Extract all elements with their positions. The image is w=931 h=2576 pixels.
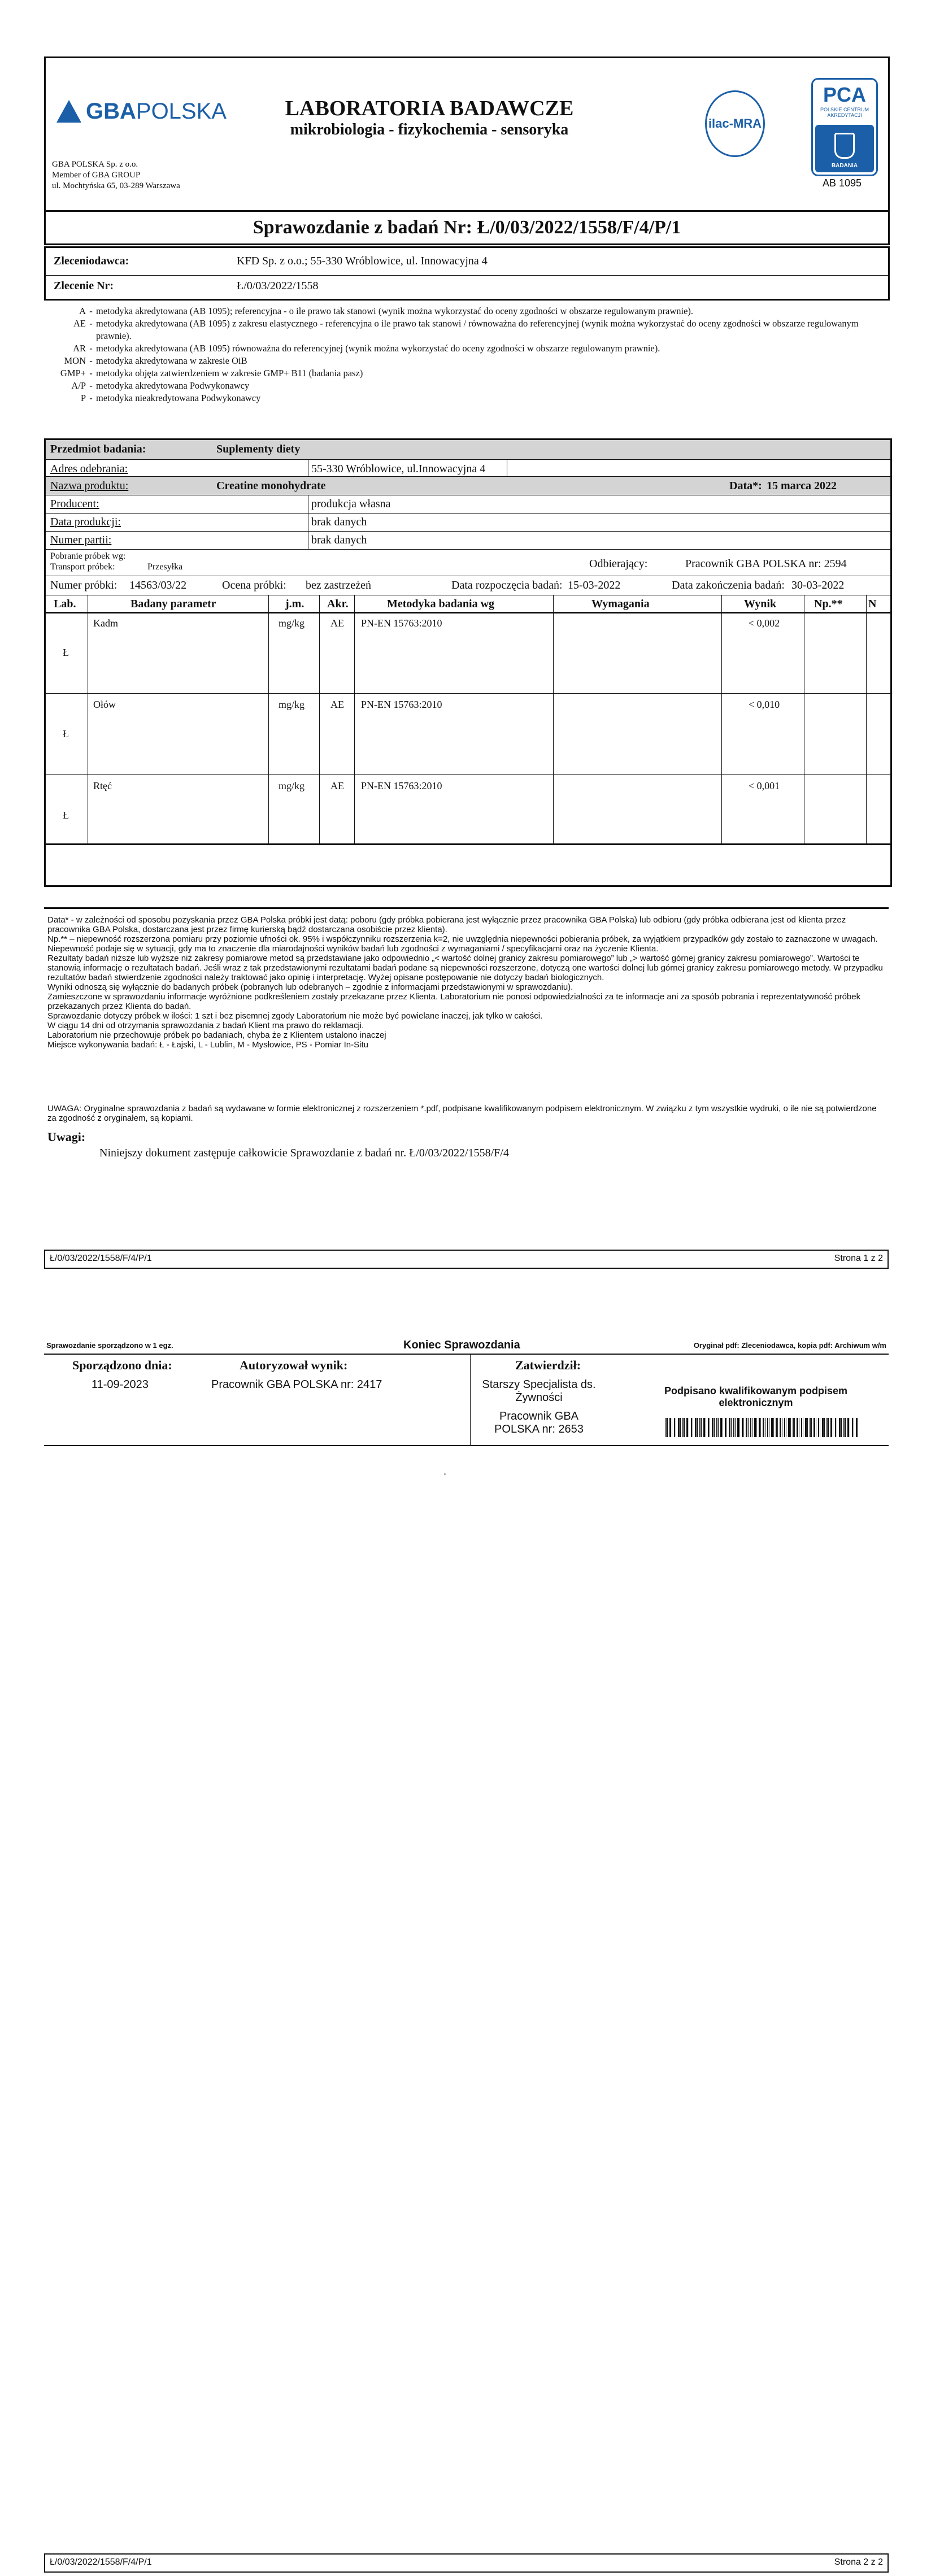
producer-label: Producent:	[50, 498, 99, 510]
legend-item: AE - metodyka akredytowana (AB 1095) z zakresu elastycznego - referencyjna o ile prawo tak stanowi / równoważna do referencyjnej (wynik można wykorzystać do oceny zgodności w obszarze regulowanym prawnie).	[73, 318, 859, 341]
legend-item: MON - metodyka akredytowana w zakresie OiB	[64, 355, 247, 366]
footer-page-number: Strona 1 z 2	[834, 1254, 883, 1263]
company-line: ul. Mochtyńska 65, 03-289 Warszawa	[52, 181, 180, 190]
legend-item: A - metodyka akredytowana (AB 1095); referencyjna - o ile prawo tak stanowi (wynik można wykorzystać do oceny zgodności w obszarze regulowanym prawnie).	[79, 306, 694, 316]
logo-text-bold: GBA	[86, 98, 136, 124]
sampling-label: Pobranie próbek wg:	[50, 551, 126, 561]
pca-logo	[811, 78, 878, 176]
logo-text-light: POLSKA	[136, 98, 227, 124]
col-n: N	[868, 598, 877, 610]
address-label: Adres odebrania:	[50, 463, 128, 475]
authorized-value: Pracownik GBA POLSKA nr: 2417	[211, 1378, 382, 1391]
end-date-value: 30-03-2022	[791, 579, 845, 591]
product-value: Creatine monohydrate	[216, 480, 326, 492]
legend-item: GMP+ - metodyka objęta zatwierdzeniem w zakresie GMP+ B11 (badania pasz)	[60, 368, 363, 378]
batch-value: brak danych	[311, 534, 367, 546]
sample-number-value: 14563/03/22	[129, 579, 187, 591]
subject-value: Suplementy diety	[216, 443, 301, 455]
copies-text: Sprawozdanie sporządzono w 1 egz.	[46, 1341, 173, 1350]
client-box	[44, 246, 890, 301]
producer-value: produkcja własna	[311, 498, 391, 510]
col-lab: Lab.	[54, 598, 76, 610]
col-result: Wynik	[744, 598, 777, 610]
col-akr: Akr.	[327, 598, 349, 610]
note: W ciągu 14 dni od otrzymania sprawozdania z badań Klient ma prawo do reklamacji.	[47, 1021, 364, 1030]
col-uncertainty: Np.**	[814, 598, 843, 610]
col-unit: j.m.	[285, 598, 304, 610]
legend-item: A/P - metodyka akredytowana Podwykonawcy	[71, 380, 250, 391]
barcode-image	[665, 1418, 858, 1437]
page-dot	[444, 1473, 446, 1475]
method-legend	[51, 305, 887, 404]
company-address	[52, 159, 180, 192]
note: Wyniki odnoszą się wyłącznie do badanych próbek (pobranych lub odebranych – zgodnie z informacjami przedstawionymi w sprawozdaniu).	[47, 982, 573, 992]
receiver-value: Pracownik GBA POLSKA nr: 2594	[685, 558, 847, 570]
legend-item: P - metodyka nieakredytowana Podwykonawcy	[80, 393, 261, 403]
end-title: Koniec Sprawozdania	[403, 1339, 520, 1351]
lab-subtitle: mikrobiologia - fizykochemia - sensoryka	[290, 121, 569, 138]
date-label: Data*:	[729, 480, 762, 492]
product-label: Nazwa produktu:	[50, 480, 129, 492]
prepared-value: 11-09-2023	[92, 1378, 149, 1391]
approved-label: Zatwierdził:	[515, 1358, 581, 1372]
company-line: GBA POLSKA Sp. z o.o.	[52, 160, 138, 169]
legend-item: AR - metodyka akredytowana (AB 1095) równoważna do referencyjnej (wynik można wykorzystać do oceny zgodności w obszarze regulowanym prawnie).	[73, 343, 660, 354]
order-value: Ł/0/03/2022/1558	[237, 280, 319, 292]
company-line: Member of GBA GROUP	[52, 171, 141, 180]
subject-label: Przedmiot badania:	[50, 443, 146, 455]
prepared-label: Sporządzono dnia:	[72, 1358, 172, 1372]
production-date-value: brak danych	[311, 516, 367, 528]
transport-label: Transport próbek:	[50, 562, 115, 572]
approved-role: Starszy Specjalista ds. Żywności	[482, 1378, 596, 1404]
col-requirements: Wymagania	[591, 598, 650, 610]
col-method: Metodyka badania wg	[387, 598, 495, 610]
authorized-label: Autoryzował wynik:	[240, 1358, 348, 1372]
note: Miejsce wykonywania badań: Ł - Łajski, L - Lublin, M - Mysłowice, PS - Pomiar In-Situ	[47, 1040, 368, 1050]
footer-page-number: Strona 2 z 2	[834, 2557, 883, 2567]
start-date-value: 15-03-2022	[568, 579, 621, 591]
sample-number-label: Numer próbki:	[50, 579, 118, 591]
date-value: 15 marca 2022	[767, 480, 837, 492]
note: Data* - w zależności od sposobu pozyskania przez GBA Polska próbki jest datą: poboru (gdy próbka pobierana jest wyłącznie przez pracownika GBA Polska) lub odbioru (gdy próbka odbierana jest od klienta przez pracownika GBA Polska, dostarczana jest przez firmę kurierską bądź dostarczana osobiście przez klienta).	[47, 915, 846, 934]
page-footer-1	[44, 1250, 889, 1269]
order-label: Zlecenie Nr:	[54, 280, 114, 292]
production-date-label: Data produkcji:	[50, 516, 121, 528]
lab-title: LABORATORIA BADAWCZE	[285, 97, 574, 120]
pca-small-text: POLSKIE CENTRUM AKREDYTACJI	[820, 107, 869, 118]
client-label: Zleceniodawca:	[54, 255, 129, 267]
address-value: 55-330 Wróblowice, ul.Innowacyjna 4	[311, 463, 486, 475]
pca-text: PCA	[823, 83, 866, 106]
note: Zamieszczone w sprawozdaniu informacje wyróżnione podkreśleniem zostały przekazane przez Klienta. Laboratorium nie ponosi odpowiedzialności za te informacje ani za sposób pobrania i reprezentatywność próbek przekazanych przez Klienta do badań.	[47, 992, 861, 1011]
report-title: Sprawozdanie z badań Nr: Ł/0/03/2022/1558/F/4/P/1	[44, 210, 890, 245]
client-value: KFD Sp. z o.o.; 55-330 Wróblowice, ul. Innowacyjna 4	[237, 255, 488, 267]
pca-badge	[815, 125, 874, 172]
note: Np.** – niepewność rozszerzona pomiaru przy poziomie ufności ok. 95% i współczynniku rozszerzenia k=2, nie uwzględnia niepewności pobierania próbek, za wyjątkiem przypadków gdy zostało to zaznaczone w uwagach.	[47, 934, 878, 944]
warning-note: UWAGA: Oryginalne sprawozdania z badań są wydawane w formie elektronicznej z rozszerzeniem *.pdf, podpisane kwalifikowanym podpisem elektronicznym. W związku z tym wszystkie wydruki, o ile nie są potwierdzone za zgodność z oryginałem, są kopiami.	[47, 1104, 877, 1123]
start-date-label: Data rozpoczęcia badań:	[451, 579, 563, 591]
ilac-mra-logo: ilac-MRA	[705, 90, 765, 157]
note: Rezultaty badań niższe lub wyższe niż zakresy pomiarowe metod są przedstawiane jako odpowiednio „< wartość dolnej granicy zakresu pomiarowego” lub „> wartość górnej granicy zakresu pomiarowego”. Wartości te stanowią informację o rezultatach badań. Jeśli wraz z tak przedstawionymi rezultatami badań podane są niepewności rozszerzone, dotyczą one wartości dolnej lub górnej granicy zakresu pomiarowego metody. W przypadku rezultatów badań stwierdzenie zgodności należy traktować jako opinię i interpretację. Wyżej opisane postępowanie nie dotyczy badań biologicznych.	[47, 954, 883, 982]
note: Niepewność podaje się w sytuacji, gdy ma to znaczenie dla miarodajności wyników badań lub zgodności z wymaganiami / specyfikacjami oraz na życzenie Klienta.	[47, 944, 659, 954]
footer-report-id: Ł/0/03/2022/1558/F/4/P/1	[50, 1254, 152, 1263]
assessment-label: Ocena próbki:	[222, 579, 286, 591]
end-date-label: Data zakończenia badań:	[672, 579, 785, 591]
note: Sprawozdanie dotyczy próbek w ilości: 1 szt i bez pisemnej zgody Laboratorium nie może być powielane inaczej, jak tylko w całości.	[47, 1011, 543, 1021]
remarks-text: Niniejszy dokument zastępuje całkowicie Sprawozdanie z badań nr. Ł/0/03/2022/1558/F/4	[99, 1147, 509, 1159]
footer-report-id: Ł/0/03/2022/1558/F/4/P/1	[50, 2557, 152, 2567]
accreditation-number: AB 1095	[823, 177, 862, 189]
page-footer-2	[44, 2553, 889, 2573]
original-text: Oryginał pdf: Zleceniodawca, kopia pdf: Archiwum w/m	[693, 1341, 886, 1350]
approved-person: Pracownik GBA POLSKA nr: 2653	[494, 1410, 584, 1435]
note: Laboratorium nie przechowuje próbek po badaniach, chyba że z Klientem ustalono inaczej	[47, 1030, 386, 1040]
transport-value: Przesyłka	[147, 562, 183, 572]
pca-badge-text: BADANIA	[831, 163, 858, 169]
col-parameter: Badany parametr	[130, 598, 216, 610]
signed-text: Podpisano kwalifikowanym podpisem elektronicznym	[664, 1385, 848, 1408]
assessment-value: bez zastrzeżeń	[306, 579, 372, 591]
receiver-label: Odbierający:	[589, 558, 648, 570]
gba-triangle-icon	[56, 100, 81, 123]
report-notes	[47, 915, 886, 1050]
remarks-label: Uwagi:	[47, 1130, 86, 1144]
end-of-report-header	[44, 1338, 889, 1355]
batch-label: Numer partii:	[50, 534, 112, 546]
sample-box: Przedmiot badania: Suplementy diety Adres odebrania: 55-330 Wróblowice, ul.Innowacyjna 4 Nazwa produktu: Creatine monohydrate Data*: 15 marca 2022 Producent: produkcja własna Data produkcji: brak danych Numer partii: brak danych Pobranie próbek wg: Transport próbek: Przesyłka Odbierający: Pracownik GBA POLSKA nr: 2594 Numer próbki: 14563/03/22 Ocena próbki: bez zastrzeżeń Data rozpoczęcia badań: 15-03-2022 Data zakończenia badań: 30-03-2022 Lab. Badany parametr j.m. Akr. Metodyka badania wg Wymagania Wynik Np.** N Ł Kadm mg/kg AE PN-EN 15763:2010 < 0,002 Ł Ołów mg/kg AE PN-EN 15763:2010 < 0,010 Ł Rtęć mg/kg AE PN-EN 15763:2010 < 0,001	[44, 438, 892, 887]
flask-icon	[834, 133, 855, 159]
gba-logo	[56, 97, 226, 125]
